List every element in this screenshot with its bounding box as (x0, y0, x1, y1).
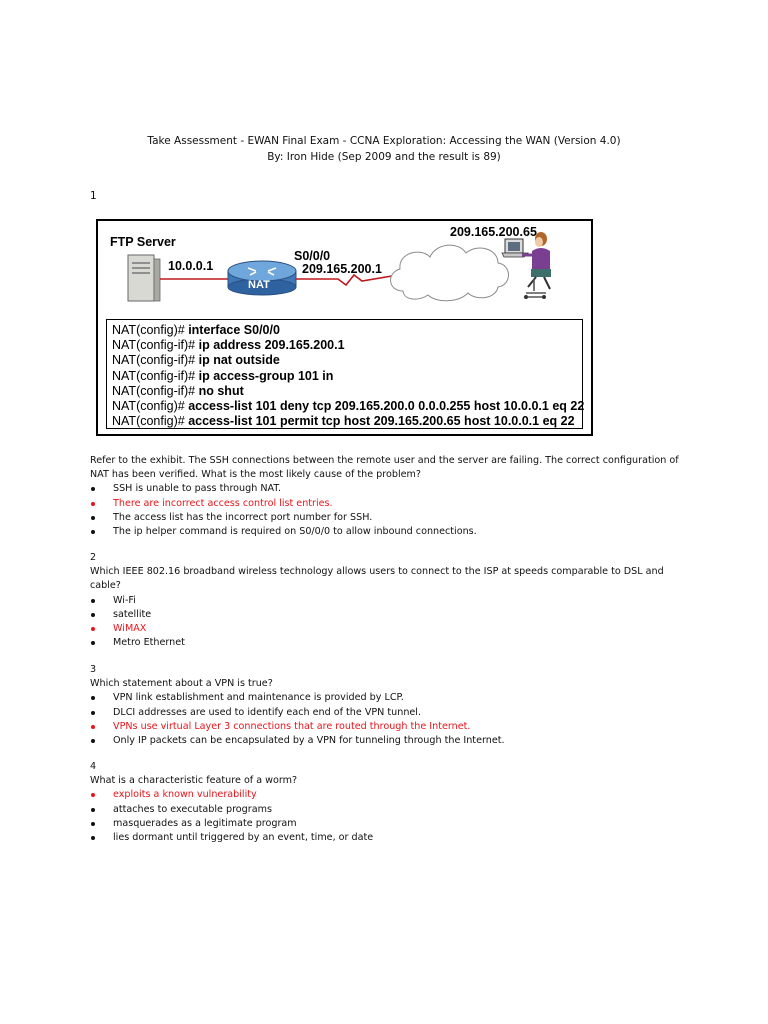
config-line: NAT(config)# access-list 101 deny tcp 209.165.200.0 0.0.0.255 host 10.0.0.1 eq 22 (112, 399, 585, 414)
question-number: 3 (90, 664, 97, 675)
config-line: NAT(config-if)# ip nat outside (112, 353, 280, 368)
config-line: NAT(config-if)# ip address 209.165.200.1 (112, 338, 345, 353)
answer-list (90, 594, 680, 651)
question-number: 2 (90, 552, 97, 563)
answer-option: The ip helper command is required on S0/0/0 to allow inbound connections. (90, 525, 680, 539)
answer-option: DLCI addresses are used to identify each end of the VPN tunnel. (90, 706, 690, 720)
question-text: Which IEEE 802.16 broadband wireless technology allows users to connect to the ISP at speeds comparable to DSL and cable? (90, 566, 664, 592)
document-author: By: Iron Hide (Sep 2009 and the result is 89) (267, 151, 501, 163)
serial-link-line (296, 275, 398, 285)
question-number: 1 (90, 190, 97, 202)
answer-option: Only IP packets can be encapsulated by a VPN for tunneling through the Internet. (90, 734, 690, 748)
internet-cloud-icon (391, 245, 509, 301)
document-header (0, 133, 768, 165)
answer-option: VPN link establishment and maintenance is provided by LCP. (90, 691, 690, 705)
answer-option: Metro Ethernet (90, 636, 680, 650)
config-line: NAT(config-if)# no shut (112, 383, 244, 398)
question-text: Which statement about a VPN is true? (90, 678, 273, 690)
question-2 (90, 551, 680, 650)
router-config-commands (106, 319, 583, 429)
remote-user-icon (502, 232, 554, 299)
config-line: NAT(config-if)# ip access-group 101 in (112, 368, 334, 383)
document-title: Take Assessment - EWAN Final Exam - CCNA Exploration: Accessing the WAN (Version 4.0) (147, 135, 621, 147)
answer-list (90, 788, 690, 845)
interface-ip-label: 209.165.200.1 (302, 262, 382, 276)
ftp-server-icon (128, 255, 160, 301)
question-text: Refer to the exhibit. The SSH connections between the remote user and the server are failing. The correct configuration of NAT has been verified. What is the most likely cause of the problem? (90, 455, 679, 481)
exhibit-figure (96, 219, 593, 436)
answer-option: attaches to executable programs (90, 803, 690, 817)
question-4 (90, 760, 690, 845)
question-1 (90, 454, 680, 539)
router-nat-label: NAT (248, 279, 270, 291)
question-text: What is a characteristic feature of a worm? (90, 775, 298, 787)
answer-option-correct: WiMAX (90, 622, 680, 636)
answer-option-correct: exploits a known vulnerability (90, 788, 690, 802)
answer-list (90, 482, 680, 539)
answer-option-correct: There are incorrect access control list entries. (90, 497, 680, 511)
answer-option: masquerades as a legitimate program (90, 817, 690, 831)
server-ip-label: 10.0.0.1 (168, 259, 214, 273)
answer-option-correct: VPNs use virtual Layer 3 connections that are routed through the Internet. (90, 720, 690, 734)
remote-ip-label: 209.165.200.65 (450, 225, 537, 239)
question-number: 4 (90, 761, 97, 772)
config-line: NAT(config)# access-list 101 permit tcp host 209.165.200.65 host 10.0.0.1 eq 22 (112, 414, 575, 429)
ftp-server-label: FTP Server (110, 235, 176, 249)
answer-option: lies dormant until triggered by an event, time, or date (90, 831, 690, 845)
question-3 (90, 663, 690, 748)
answer-option: satellite (90, 608, 680, 622)
answer-option: Wi-Fi (90, 594, 680, 608)
interface-label: S0/0/0 (294, 249, 331, 263)
config-line: NAT(config)# interface S0/0/0 (112, 323, 280, 337)
answer-option: SSH is unable to pass through NAT. (90, 482, 680, 496)
answer-option: The access list has the incorrect port number for SSH. (90, 511, 680, 525)
answer-list (90, 691, 690, 748)
